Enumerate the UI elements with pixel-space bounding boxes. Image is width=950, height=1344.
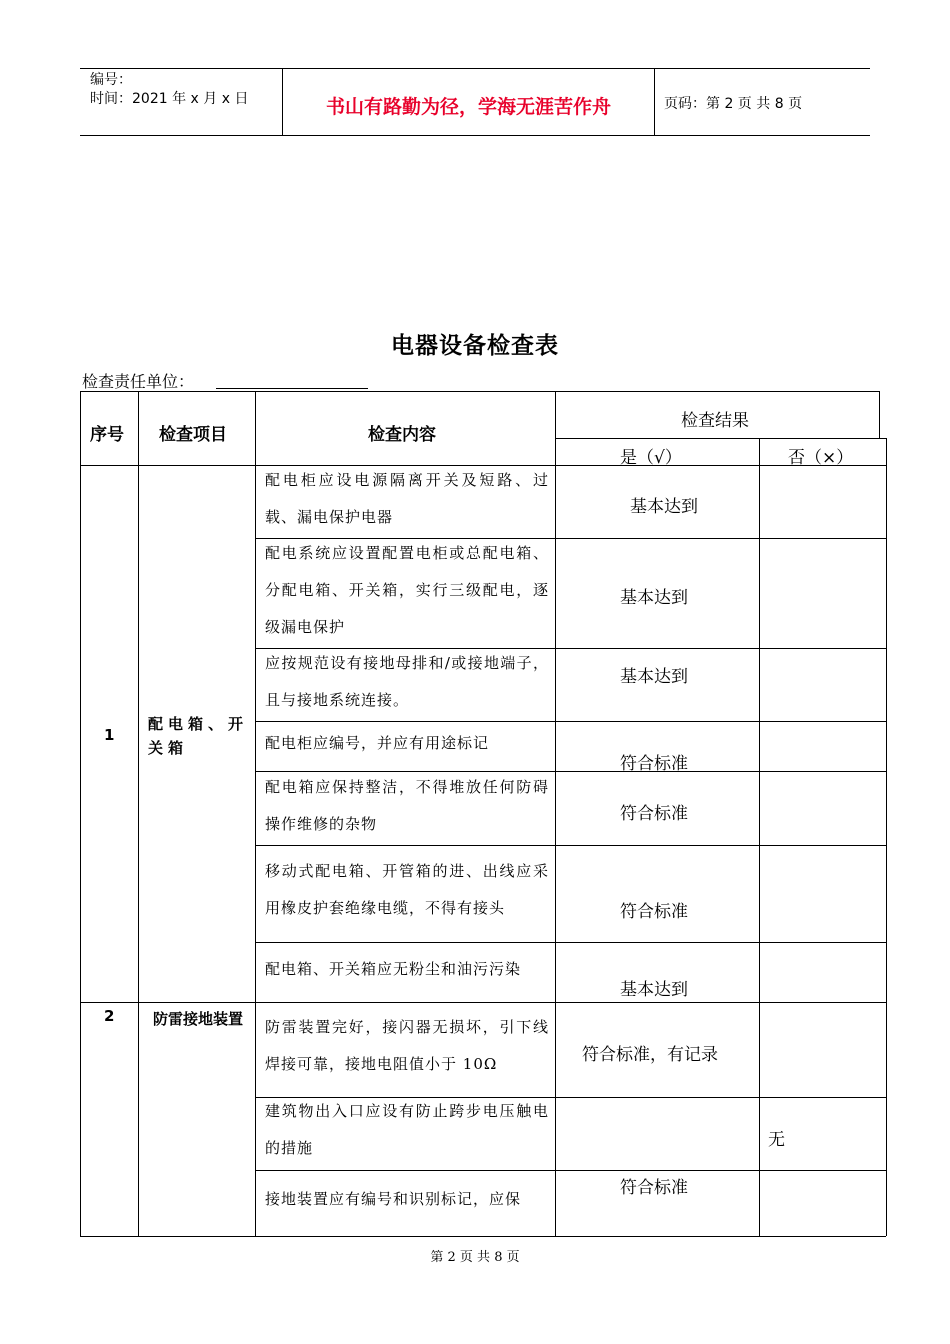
table-rule xyxy=(138,391,139,1236)
row-content: 接地装置应有编号和识别标记，应保 xyxy=(265,1190,522,1208)
row-content: 移动式配电箱、开管箱的进、出线应采用橡皮护套绝缘电缆，不得有接头 xyxy=(265,862,549,917)
header-page-label: 页码：第 2 页 共 8 页 xyxy=(664,96,803,112)
section-item: 防雷接地装置 xyxy=(152,1010,243,1028)
header-divider-right xyxy=(654,68,655,135)
responsible-unit-blank-field xyxy=(216,388,368,389)
table-rule xyxy=(80,391,879,392)
row-result-yes: 符合标准 xyxy=(620,1178,688,1198)
row-content: 配电箱、开关箱应无粉尘和油污污染 xyxy=(265,960,522,978)
table-rule xyxy=(80,391,81,1236)
row-result-yes: 符合标准 xyxy=(620,902,688,922)
header-no: 否（×） xyxy=(788,448,854,468)
responsible-unit-label: 检查责任单位： xyxy=(82,372,195,391)
table-rule xyxy=(256,942,886,943)
table-rule xyxy=(80,1236,886,1237)
header-item: 检查项目 xyxy=(159,425,227,445)
header-content: 检查内容 xyxy=(368,425,436,445)
header-seq: 序号 xyxy=(90,425,124,445)
row-content: 配电箱应保持整洁，不得堆放任何防碍操作维修的杂物 xyxy=(265,778,549,833)
table-rule xyxy=(256,845,886,846)
row-content: 应按规范设有接地母排和/或接地端子，且与接地系统连接。 xyxy=(265,654,549,709)
document-time-label: 时间：2021 年 x 月 x 日 xyxy=(90,91,249,107)
row-content: 防雷装置完好，接闪器无损坏，引下线焊接可靠，接地电阻值小于 10Ω xyxy=(265,1018,549,1073)
section-number: 2 xyxy=(104,1007,115,1025)
page-footer: 第 2 页 共 8 页 xyxy=(430,1250,520,1265)
page-title: 电器设备检查表 xyxy=(391,333,559,359)
section-number: 1 xyxy=(104,726,115,744)
table-rule xyxy=(256,1170,886,1171)
row-content: 配电柜应设电源隔离开关及短路、过载、漏电保护电器 xyxy=(265,471,549,526)
header-bottom-rule xyxy=(80,135,870,136)
table-rule xyxy=(556,438,886,439)
document-number-label: 编号： xyxy=(90,72,132,88)
row-result-yes: 符合标准 xyxy=(620,754,688,774)
section-item: 配电箱、开关箱 xyxy=(148,715,249,757)
table-rule xyxy=(255,391,256,1236)
header-motto: 书山有路勤为径，学海无涯苦作舟 xyxy=(325,96,611,118)
table-rule xyxy=(759,438,760,1236)
row-result-yes: 符合标准，有记录 xyxy=(582,1045,718,1065)
row-result-yes: 符合标准 xyxy=(620,804,688,824)
row-content: 配电系统应设置配置电柜或总配电箱、分配电箱、开关箱，实行三级配电，逐级漏电保护 xyxy=(265,544,549,636)
table-rule xyxy=(256,721,886,722)
row-result-yes: 基本达到 xyxy=(630,497,698,517)
table-rule xyxy=(555,391,556,1236)
table-rule xyxy=(886,438,887,1236)
row-result-yes: 基本达到 xyxy=(620,667,688,687)
row-result-no: 无 xyxy=(768,1130,785,1150)
header-yes: 是（√） xyxy=(620,448,682,468)
row-result-yes: 基本达到 xyxy=(620,588,688,608)
header-top-rule xyxy=(80,68,870,69)
row-result-yes: 基本达到 xyxy=(620,980,688,1000)
table-rule xyxy=(879,391,880,438)
table-rule xyxy=(80,1002,886,1003)
row-content: 建筑物出入口应设有防止跨步电压触电的措施 xyxy=(265,1102,549,1157)
row-content: 配电柜应编号，并应有用途标记 xyxy=(265,734,490,752)
header-result: 检查结果 xyxy=(681,411,749,431)
